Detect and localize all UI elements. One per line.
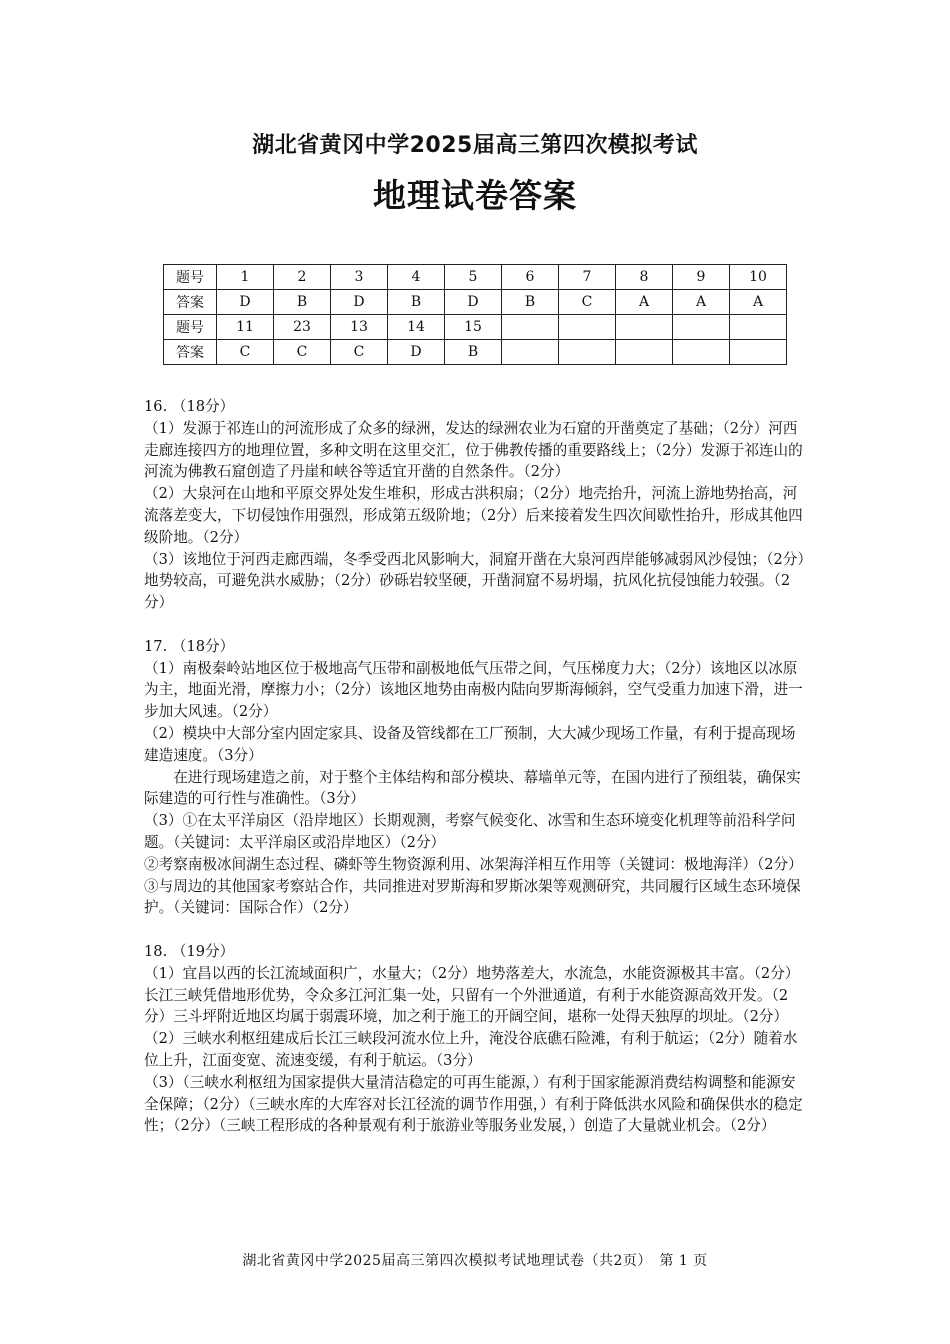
table-row — [164, 340, 787, 365]
question-17-part-2: （2）模块中大部分室内固定家具、设备及管线都在工厂预制，大大减少现场工作量，有利于提高现场建造速度。（3分） — [144, 724, 796, 764]
table-cell — [616, 340, 673, 365]
table-cell: C — [331, 340, 388, 365]
question-18-part-3: （3）（三峡水利枢纽为国家提供大量清洁稳定的可再生能源，）有利于国家能源消费结构调整和能源安全保障；（2分）（三峡水库的大库容对长江径流的调节作用强，）有利于降低洪水风险和确保供水的稳定性；（2分）（三峡工程形成的各种景观有利于旅游业等服务业发展，）创造了大量就业机会。（2分） — [144, 1073, 803, 1135]
table-cell: 6 — [502, 265, 559, 290]
table-cell: B — [274, 290, 331, 315]
question-16-part-3: （3）该地位于河西走廊西端，冬季受西北风影响大，洞窟开凿在大泉河西岸能够减弱风沙侵蚀；（2分）地势较高，可避免洪水威胁；（2分）砂砾岩较坚硬，开凿洞窟不易坍塌，抗风化抗侵蚀能力较强。（2分） — [144, 550, 805, 612]
table-cell — [673, 315, 730, 340]
table-row — [164, 315, 787, 340]
table-cell: D — [388, 340, 445, 365]
table-cell: 14 — [388, 315, 445, 340]
table-cell: 4 — [388, 265, 445, 290]
table-cell — [559, 315, 616, 340]
table-cell: 8 — [616, 265, 673, 290]
table-cell: A — [730, 290, 787, 315]
question-17-part-3: （3）①在太平洋扇区（沿岸地区）长期观测，考察气候变化、冰雪和生态环境变化机理等前沿科学问题。（关键词：太平洋扇区或沿岸地区）（2分） — [144, 812, 796, 851]
row-label: 答案 — [164, 340, 217, 365]
question-16-part-2: （2）大泉河在山地和平原交界处发生堆积，形成古洪积扇；（2分）地壳抬升，河流上游地势抬高，河流落差变大，下切侵蚀作用强烈，形成第五级阶地；（2分）后来接着发生四次间歇性抬升，形成其他四级阶地。（2分） — [144, 485, 803, 546]
question-17-part-2b: 在进行现场建造之前，对于整个主体结构和部分模块、幕墙单元等，在国内进行了预组装，确保实际建造的可行性与准确性。（3分） — [144, 768, 801, 808]
table-cell — [730, 340, 787, 365]
question-17-part-3c: ③与周边的其他国家考察站合作，共同推进对罗斯海和罗斯冰架等观测研究，共同履行区域生态环境保护。（关键词：国际合作）（2分） — [144, 877, 801, 917]
table-cell: 11 — [217, 315, 274, 340]
table-row — [164, 265, 787, 290]
table-cell: C — [274, 340, 331, 365]
spacer — [144, 919, 808, 941]
table-cell: 13 — [331, 315, 388, 340]
table-cell: D — [331, 290, 388, 315]
exam-title: 湖北省黄冈中学2025届高三第四次模拟考试 — [252, 133, 698, 158]
table-row — [164, 290, 787, 315]
row-label: 题号 — [164, 315, 217, 340]
table-cell: 23 — [274, 315, 331, 340]
table-cell — [502, 315, 559, 340]
question-17-part-1: （1）南极秦岭站地区位于极地高气压带和副极地低气压带之间，气压梯度力大；（2分）该地区以冰原为主，地面光滑，摩擦力小；（2分）该地区地势由南极内陆向罗斯海倾斜，空气受重力加速下滑，进一步加大风速。（2分） — [144, 659, 803, 721]
table-cell: C — [217, 340, 274, 365]
table-cell — [502, 340, 559, 365]
table-cell: A — [673, 290, 730, 315]
page-footer: 湖北省黄冈中学2025届高三第四次模拟考试地理试卷（共2页） 第 1 页 — [242, 1253, 708, 1269]
spacer — [144, 614, 808, 636]
table-cell: 7 — [559, 265, 616, 290]
answer-body — [144, 396, 808, 1137]
question-17-heading: 17. （18分） — [144, 637, 235, 655]
question-16-heading: 16. （18分） — [144, 398, 235, 415]
table-cell: D — [445, 290, 502, 315]
table-cell — [559, 340, 616, 365]
table-cell: 5 — [445, 265, 502, 290]
document-title: 地理试卷答案 — [373, 176, 577, 215]
table-cell: B — [388, 290, 445, 315]
question-16-part-1: （1）发源于祁连山的河流形成了众多的绿洲，发达的绿洲农业为石窟的开凿奠定了基础；（2分）河西走廊连接四方的地理位置，多种文明在这里交汇，位于佛教传播的重要路线上；（2分）发源于祁连山的河流为佛教石窟创造了丹崖和峡谷等适宜开凿的自然条件。（2分） — [144, 419, 803, 481]
table-cell: 10 — [730, 265, 787, 290]
table-cell — [730, 315, 787, 340]
question-18-part-2: （2）三峡水利枢纽建成后长江三峡段河流水位上升，淹没谷底礁石险滩，有利于航运；（2分）随着水位上升，江面变宽、流速变缓，有利于航运。（3分） — [144, 1030, 798, 1069]
table-cell: C — [559, 290, 616, 315]
table-cell — [673, 340, 730, 365]
table-cell: B — [445, 340, 502, 365]
answer-table — [163, 264, 787, 365]
table-cell: 9 — [673, 265, 730, 290]
question-17-part-3b: ②考察南极冰间湖生态过程、磷虾等生物资源利用、冰架海洋相互作用等（关键词：极地海洋）（2分） — [144, 855, 803, 873]
table-cell: B — [502, 290, 559, 315]
table-cell: 2 — [274, 265, 331, 290]
question-18-part-1: （1）宜昌以西的长江流域面积广，水量大；（2分）地势落差大，水流急，水能资源极其丰富。（2分）长江三峡凭借地形优势，令众多江河汇集一处，只留有一个外泄通道，有利于水能资源高效开发。（2分）三斗坪附近地区均属于弱震环境，加之利于施工的开阔空间，堪称一处得天独厚的坝址。（2分） — [144, 964, 800, 1026]
row-label: 答案 — [164, 290, 217, 315]
table-cell: 15 — [445, 315, 502, 340]
table-cell: 1 — [217, 265, 274, 290]
row-label: 题号 — [164, 265, 217, 290]
table-cell — [616, 315, 673, 340]
question-18-heading: 18. （19分） — [144, 942, 235, 960]
table-cell: A — [616, 290, 673, 315]
table-cell: D — [217, 290, 274, 315]
table-cell: 3 — [331, 265, 388, 290]
